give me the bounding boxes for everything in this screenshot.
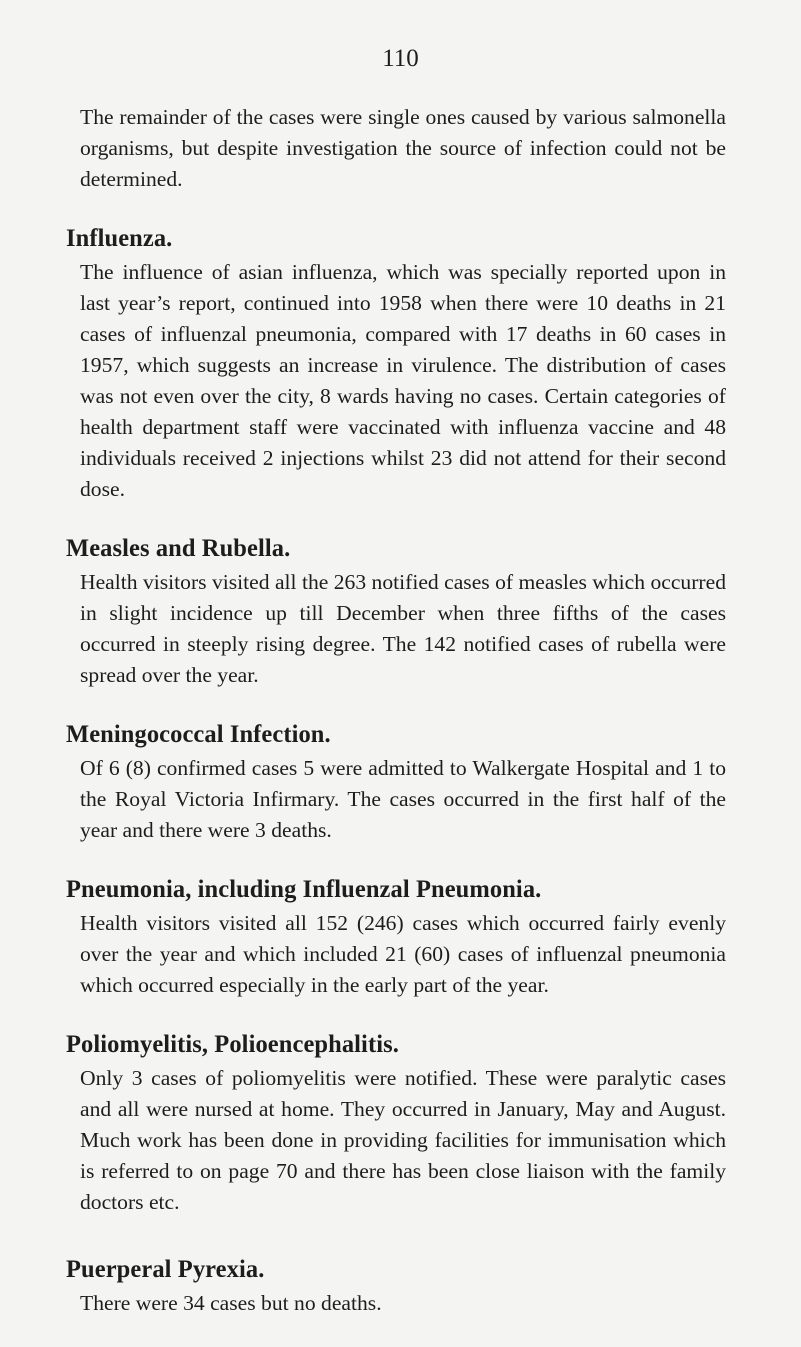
section-measles-rubella	[66, 531, 726, 691]
section-paragraph: There were 34 cases but no deaths.	[80, 1291, 382, 1315]
section-influenza	[66, 221, 726, 505]
intro-paragraph: The remainder of the cases were single ones caused by various salmonella organisms, but despite investigation the source of infection could not be determined.	[80, 105, 726, 191]
section-heading: Influenza.	[66, 223, 173, 252]
section-paragraph: Health visitors visited all 152 (246) cases which occurred fairly evenly over the year and which included 21 (60) cases of influenzal pneumonia which occurred especially in the early part of the year.	[80, 911, 726, 997]
section-paragraph: Of 6 (8) confirmed cases 5 were admitted to Walkergate Hospital and 1 to the Royal Victoria Infirmary. The cases occurred in the first half of the year and there were 3 deaths.	[80, 756, 726, 842]
section-paragraph: Health visitors visited all the 263 notified cases of measles which occurred in slight incidence up till December when three fifths of the cases occurred in steeply rising degree. The 142 notified cases of rubella were spread over the year.	[80, 570, 726, 687]
document-body	[66, 102, 726, 1319]
section-heading: Poliomyelitis, Polioencephalitis.	[66, 1029, 399, 1058]
section-heading: Puerperal Pyrexia.	[66, 1254, 265, 1283]
page-number: 110	[382, 45, 419, 72]
section-puerperal-pyrexia	[66, 1252, 726, 1319]
section-heading: Meningococcal Infection.	[66, 719, 331, 748]
section-meningococcal-infection	[66, 717, 726, 846]
section-poliomyelitis	[66, 1027, 726, 1218]
section-pneumonia	[66, 872, 726, 1001]
section-heading: Pneumonia, including Influenzal Pneumonia.	[66, 874, 542, 903]
section-paragraph: The influence of asian influenza, which was specially reported upon in last year’s report, continued into 1958 when there were 10 deaths in 21 cases of influenzal pneumonia, compared with 17 deaths in 60 cases in 1957, which suggests an increase in virulence. The distribution of cases was not even over the city, 8 wards having no cases. Certain categories of health department staff were vaccinated with influenza vaccine and 48 individuals received 2 injections whilst 23 did not attend for their second dose.	[80, 260, 726, 501]
section-heading: Measles and Rubella.	[66, 533, 291, 562]
section-paragraph: Only 3 cases of poliomyelitis were notified. These were paralytic cases and all were nursed at home. They occurred in January, May and August. Much work has been done in providing facilities for immunisation which is referred to on page 70 and there has been close liaison with the family doctors etc.	[80, 1066, 726, 1214]
